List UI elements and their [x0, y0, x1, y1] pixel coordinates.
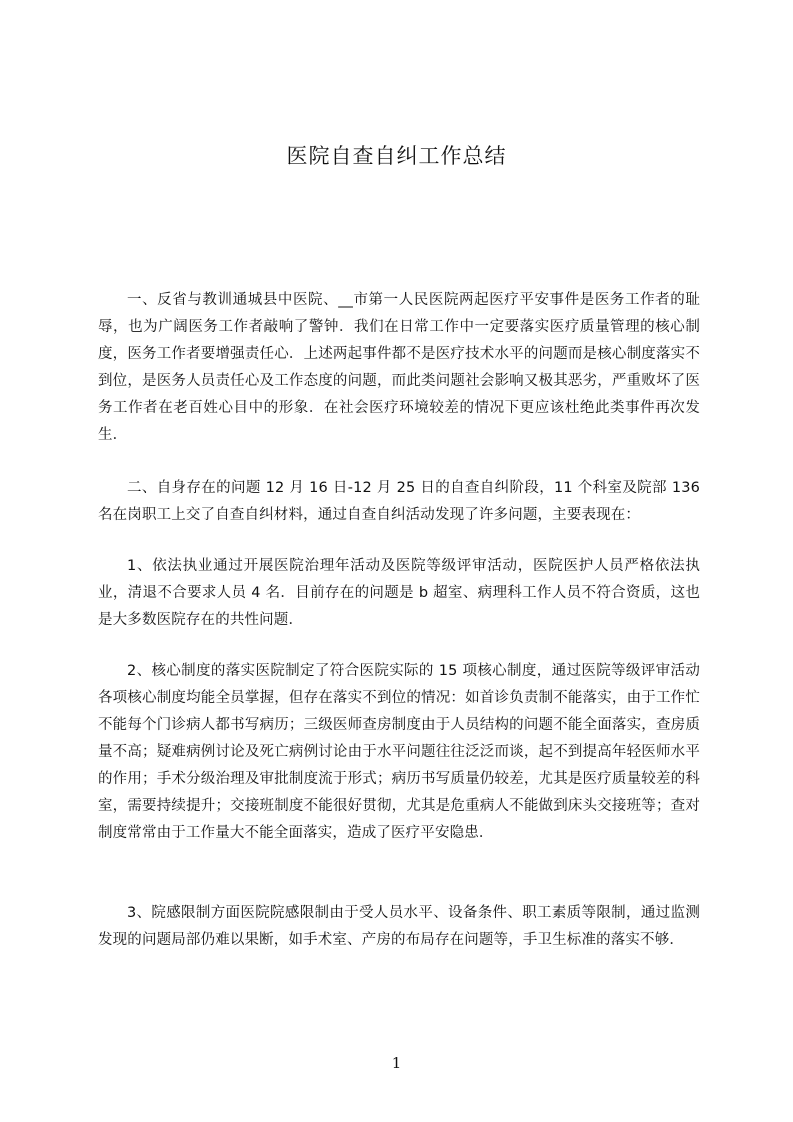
paragraph-legal-practice: 1、依法执业通过开展医院治理年活动及医院等级评审活动，医院医护人员严格依法执业，清退不合要求人员 4 名．目前存在的问题是 b 超室、病理科工作人员不符合资质，这也是大多数医院存在的共性问题．: [98, 558, 700, 628]
paragraph-infection-control: 3、院感限制方面医院院感限制由于受人员水平、设备条件、职工素质等限制，通过监测发现的问题局部仍难以果断，如手术室、产房的布局存在问题等，手卫生标准的落实不够．: [98, 905, 700, 948]
paragraph-core-system: 2、核心制度的落实医院制定了符合医院实际的 15 项核心制度，通过医院等级评审活动各项核心制度均能全员掌握，但存在落实不到位的情况：如首诊负责制不能落实，由于工作忙不能每个门诊病人都书写病历；三级医师查房制度由于人员结构的问题不能全面落实，查房质量不高；疑难病例讨论及死亡病例讨论由于水平问题往往泛泛而谈，起不到提高年轻医师水平的作用；手术分级治理及审批制度流于形式；病历书写质量仍较差，尤其是医疗质量较差的科室，需要持续提升；交接班制度不能很好贯彻，尤其是危重病人不能做到床头交接班等；查对制度常常由于工作量大不能全面落实，造成了医疗平安隐患．: [98, 663, 700, 841]
paragraph-existing-problems: 二、自身存在的问题 12 月 16 日-12 月 25 日的自查自纠阶段，11 个科室及院部 136 名在岗职工上交了自查自纠材料，通过自查自纠活动发现了许多问题，主要表现在：: [98, 480, 700, 523]
page-title: 医院自查自纠工作总结: [286, 144, 507, 168]
paragraph-reflection: 一、反省与教训通城县中医院、__市第一人民医院两起医疗平安事件是医务工作者的耻辱，也为广阔医务工作者敲响了警钟．我们在日常工作中一定要落实医疗质量管理的核心制度，医务工作者要增强责任心．上述两起事件都不是医疗技术水平的问题而是核心制度落实不到位，是医务人员责任心及工作态度的问题，而此类问题社会影响又极其恶劣，严重败坏了医务工作者在老百姓心目中的形象．在社会医疗环境较差的情况下更应该杜绝此类事件再次发生．: [98, 292, 700, 443]
page-number: 1: [391, 1054, 402, 1072]
